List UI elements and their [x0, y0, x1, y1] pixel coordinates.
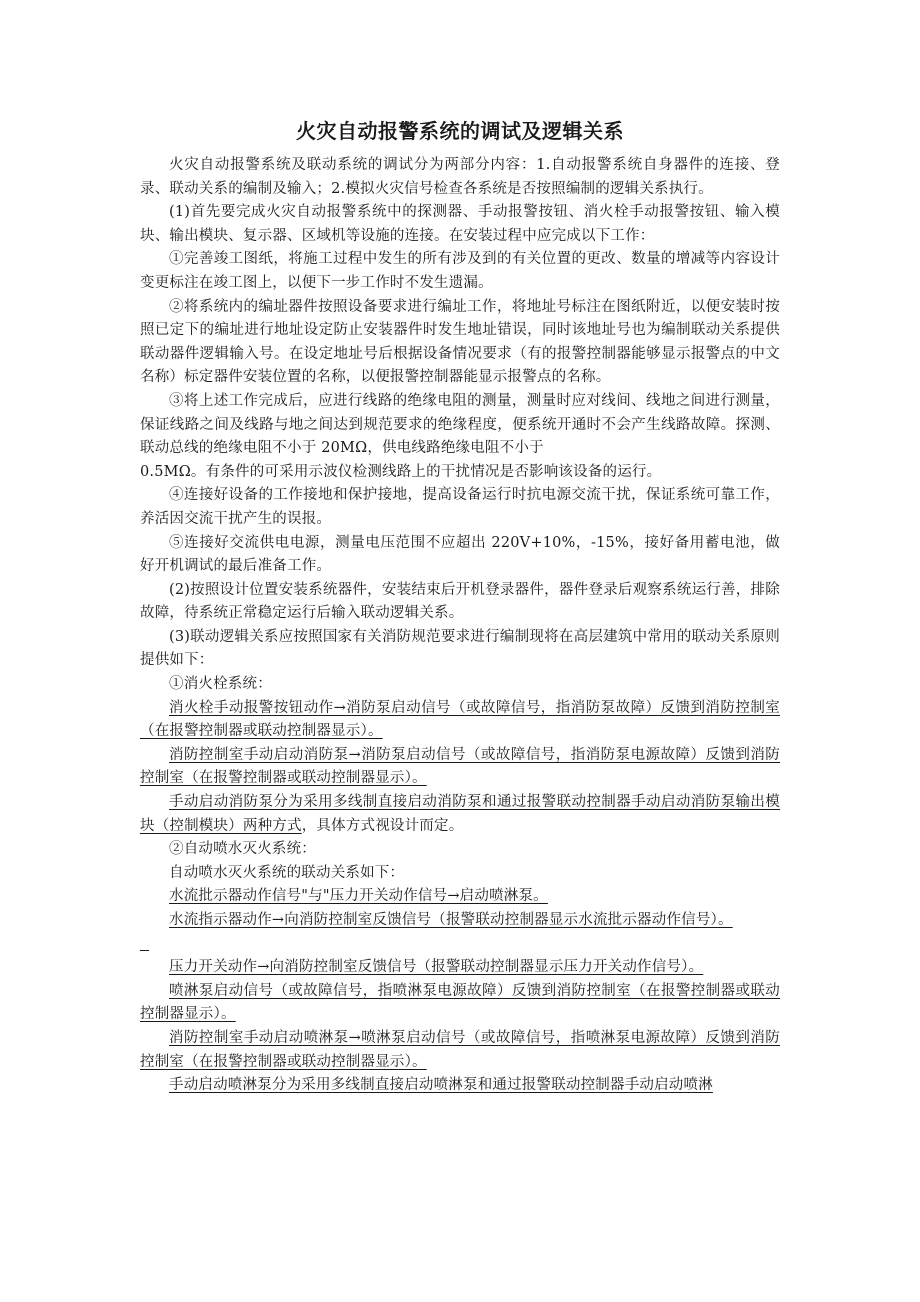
paragraph-sprinkler-rule-3: [140, 956, 780, 980]
paragraph-item-4: ④连接好设备的工作接地和保护接地，提高设备运行时抗电源交流干扰，保证系统可靠工作，养活因交流干扰产生的误报。: [140, 487, 780, 527]
document-title: 火灾自动报警系统的调试及逻辑关系: [296, 119, 624, 143]
underlined-text: 水流指示器动作→向消防控制室反馈信号（报警联动控制器显示水流批示器动作信号）。: [169, 912, 733, 928]
plain-text-tail: ，具体方式视设计而定。: [301, 817, 464, 834]
underlined-text: 喷淋泵启动信号（或故障信号，指喷淋泵电源故障）反馈到消防控制室（在报警控制器或联动控制器显示）。: [140, 982, 780, 1023]
underlined-text: 手动启动消防泵分为采用多线制直接启动消防泵和通过报警联动控制器手动启动消防泵输出模块（控制模块）两种方式: [140, 794, 780, 834]
paragraph-item-3-cont: 0.5MΩ。有条件的可采用示波仪检测线路上的干扰情况是否影响该设备的运行。: [140, 463, 662, 480]
underlined-text: 压力开关动作→向消防控制室反馈信号（报警联动控制器显示压力开关动作信号）。: [169, 959, 704, 976]
paragraph-sprinkler-rule-4: [140, 980, 780, 1027]
document-page: [140, 118, 780, 1098]
paragraph-item-2: ②将系统内的编址器件按照设备要求进行编址工作，将地址号标注在图纸附近，以便安装时按照已定下的编址进行地址设定防止安装器件时发生地址错误，同时该地址号也为编制联动关系提供联动器件逻辑输入号。在设定地址号后根据设备情况要求（有的报警控制器能够显示报警点的中文名称）标定器件安装位置的名称，以便报警控制器能显示报警点的名称。: [140, 298, 780, 386]
underlined-text: 消火栓手动报警按钮动作→消防泵启动信号（或故障信号，指消防泵故障）反馈到消防控制室（在报警控制器或联动控制器显示）。: [140, 699, 780, 740]
paragraph-hydrant-rule-1: [140, 697, 780, 744]
paragraph-intro: 火灾自动报警系统及联动系统的调试分为两部分内容：1.自动报警系统自身器件的连接、登录、联动关系的编制及输入；2.模拟火灾信号检查各系统是否按照编制的逻辑关系执行。: [140, 157, 780, 197]
paragraph-step-1: (1)首先要完成火灾自动报警系统中的探测器、手动报警按钮、消火栓手动报警按钮、输入模块、输出模块、复示器、区域机等设施的连接。在安装过程中应完成以下工作：: [140, 204, 780, 244]
underlined-text: 消防控制室手动启动喷淋泵→喷淋泵启动信号（或故障信号，指喷淋泵电源故障）反馈到消防控制室（在报警控制器或联动控制器显示）。: [140, 1029, 780, 1070]
underlined-text: 水流批示器动作信号"与"压力开关动作信号→启动喷淋泵。: [169, 888, 548, 905]
paragraph-hydrant-rule-3: [140, 791, 780, 838]
paragraph-item-3: ③将上述工作完成后，应进行线路的绝缘电阻的测量，测量时应对线间、线地之间进行测量，保证线路之间及线路与地之间达到规范要求的绝缘程度，便系统开通时不会产生线路故障。探测、联动总线的绝缘电阻不小于 20MΩ，供电线路绝缘电阻不小于: [140, 392, 780, 457]
paragraph-sprinkler-rule-6: [140, 1074, 780, 1098]
paragraph-step-3: (3)联动逻辑关系应按照国家有关消防规范要求进行编制现将在高层建筑中常用的联动关系原则提供如下：: [140, 628, 780, 669]
paragraph-sprinkler-rule-1: [140, 885, 780, 909]
paragraph-sprinkler-rule-5: [140, 1027, 780, 1074]
paragraph-sprinkler-intro: 自动喷水灭火系统的联动关系如下：: [169, 864, 405, 881]
paragraph-item-5: ⑤连接好交流供电电源，测量电压范围不应超出 220V+10%，-15%，接好备用蓄电池，做好开机调试的最后准备工作。: [140, 534, 780, 575]
paragraph-step-2: (2)按照设计位置安装系统器件，安装结束后开机登录器件，器件登录后观察系统运行善，排除故障，待系统正常稳定运行后输入联动逻辑关系。: [140, 581, 780, 622]
underlined-text: 手动启动喷淋泵分为采用多线制直接启动喷淋泵和通过报警联动控制器手动启动喷淋: [169, 1077, 713, 1094]
paragraph-sprinkler-rule-2: [140, 909, 780, 933]
paragraph-hydrant-rule-2: [140, 744, 780, 791]
heading-hydrant-system: ①消火栓系统：: [169, 676, 272, 693]
underlined-text: 消防控制室手动启动消防泵→消防泵启动信号（或故障信号，指消防泵电源故障）反馈到消防控制室（在报警控制器或联动控制器显示）。: [140, 746, 780, 787]
stray-underline-mark: [140, 933, 150, 957]
paragraph-item-1: ①完善竣工图纸，将施工过程中发生的所有涉及到的有关位置的更改、数量的增减等内容设计变更标注在竣工图上，以便下一步工作时不发生遗漏。: [140, 251, 780, 291]
heading-sprinkler-system: ②自动喷水灭火系统：: [169, 841, 316, 858]
